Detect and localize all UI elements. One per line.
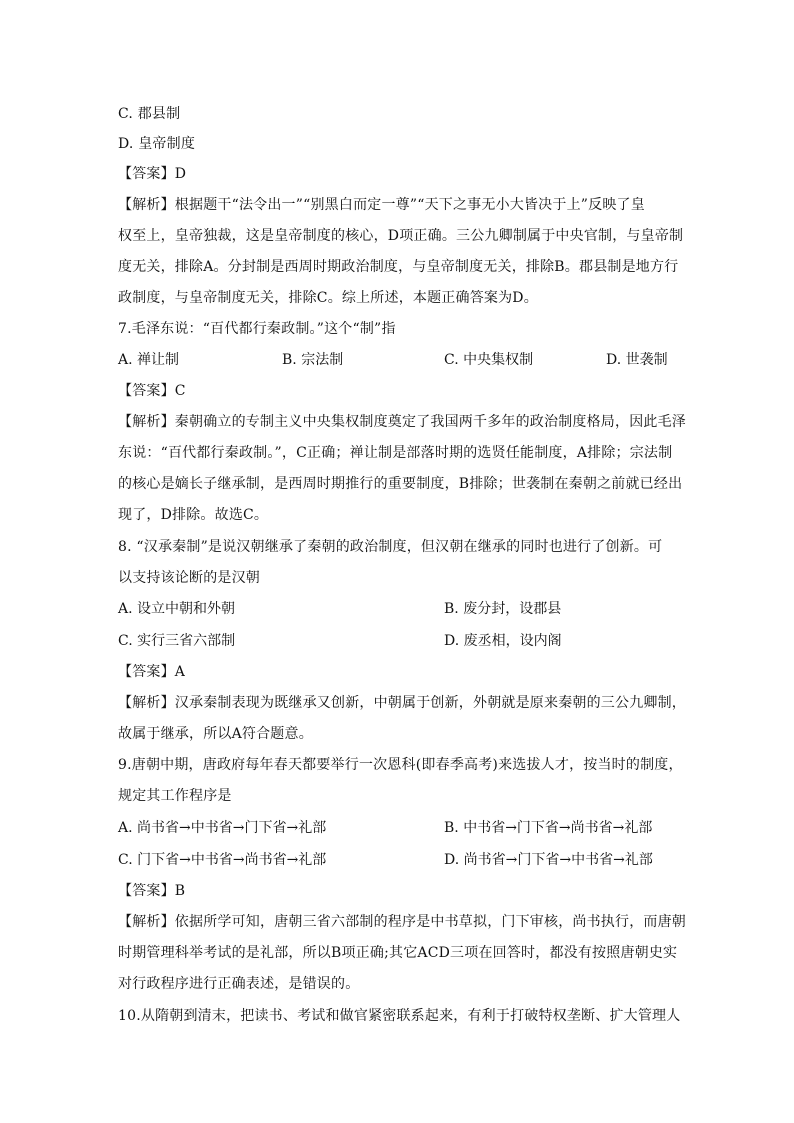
text-line: 对行政程序进行正确表述，是错误的。 <box>118 976 360 992</box>
q8-option-c: C. 实行三省六部制 <box>118 633 236 649</box>
q8-option-a: A. 设立中朝和外朝 <box>118 601 236 617</box>
text-line: 以支持该论断的是汉朝 <box>118 570 260 586</box>
text-line: 8. “汉承秦制”是说汉朝继承了秦朝的政治制度，但汉朝在继承的同时也进行了创新。可 <box>118 539 663 555</box>
text-line: 【答案】A <box>118 664 186 680</box>
text-line: 规定其工作程序是 <box>118 788 232 804</box>
text-line: 时期管理科举考试的是礼部，所以B项正确;其它ACD三项在回答时，都没有按照唐朝史实 <box>118 945 678 961</box>
q9-option-d: D. 尚书省→门下省→中书省→礼部 <box>444 852 653 868</box>
text-line: 7.毛泽东说：“百代都行秦政制。”这个“制”指 <box>118 321 396 337</box>
text-line: 【解析】秦朝确立的专制主义中央集权制度奠定了我国两千多年的政治制度格局，因此毛泽 <box>118 414 686 430</box>
text-line: 【解析】根据题干“法令出一”“别黑白而定一尊”“天下之事无小大皆决于上”反映了皇 <box>118 197 645 213</box>
q7-option-c: C. 中央集权制 <box>444 352 534 368</box>
q8-option-d: D. 废丞相，设内阁 <box>444 633 562 649</box>
q8-option-b: B. 废分封，设郡县 <box>444 601 562 617</box>
text-line: 的核心是嫡长子继承制，是西周时期推行的重要制度，B排除；世袭制在秦朝之前就已经出 <box>118 476 683 492</box>
q9-option-b: B. 中书省→门下省→尚书省→礼部 <box>444 820 653 836</box>
text-line: 【答案】D <box>118 166 187 182</box>
q7-option-b: B. 宗法制 <box>282 352 344 368</box>
text-line: 【答案】B <box>118 883 186 899</box>
text-line: 东说：“百代都行秦政制。”，C正确；禅让制是部落时期的选贤任能制度，A排除；宗法制 <box>118 445 673 461</box>
text-line: D. 皇帝制度 <box>118 136 196 152</box>
text-line: 度无关，排除A。分封制是西周时期政治制度，与皇帝制度无关，排除B。郡县制是地方行 <box>118 259 679 275</box>
text-line: 【解析】汉承秦制表现为既继承又创新，中朝属于创新，外朝就是原来秦朝的三公九卿制， <box>118 695 686 711</box>
text-line: 故属于继承，所以A符合题意。 <box>118 726 313 742</box>
text-line: 9.唐朝中期，唐政府每年春天都要举行一次恩科(即春季高考)来选拔人才，按当时的制度， <box>118 757 683 773</box>
text-line: 权至上，皇帝独裁，这是皇帝制度的核心，D项正确。三公九卿制属于中央官制，与皇帝制 <box>118 228 684 244</box>
text-line: 【答案】C <box>118 383 186 399</box>
q7-option-d: D. 世袭制 <box>606 352 668 368</box>
q9-option-a: A. 尚书省→中书省→门下省→礼部 <box>118 820 327 836</box>
text-line: 现了，D排除。故选C。 <box>118 507 269 523</box>
text-line: 【解析】依据所学可知，唐朝三省六部制的程序是中书草拟，门下审核，尚书执行，而唐朝 <box>118 914 686 930</box>
text-line: 政制度，与皇帝制度无关，排除C。综上所述，本题正确答案为D。 <box>118 290 538 306</box>
q7-option-a: A. 禅让制 <box>118 352 180 368</box>
q9-option-c: C. 门下省→中书省→尚书省→礼部 <box>118 852 327 868</box>
text-line: C. 郡县制 <box>118 106 181 122</box>
text-line: 10.从隋朝到清末，把读书、考试和做官紧密联系起来，有利于打破特权垄断、扩大管理人 <box>118 1008 681 1024</box>
